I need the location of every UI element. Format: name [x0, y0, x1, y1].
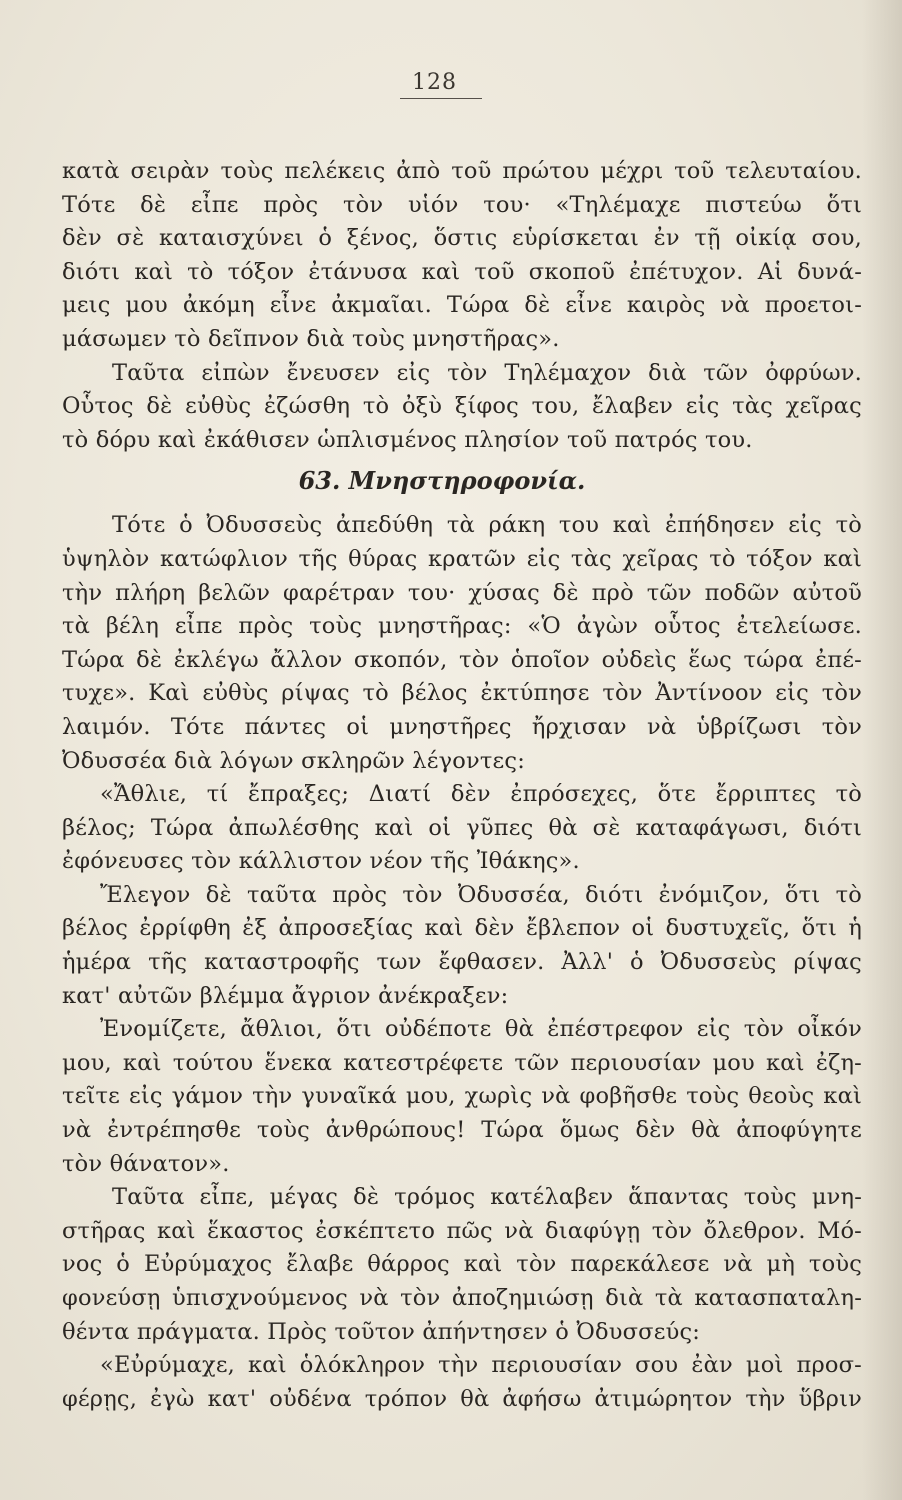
text-line: τεῖτε εἰς γάμον τὴν γυναῖκά μου, χωρὶς νὰ φοβῆσθε τοὺς θεοὺς καὶ [62, 1083, 862, 1110]
text-line: κατὰ σειρὰν τοὺς πελέκεις ἀπὸ τοῦ πρώτου μέχρι τοῦ τελευταίου. [62, 158, 862, 184]
text-line: Τώρα δὲ ἐκλέγω ἄλλον σκοπόν, τὸν ὁποῖον οὐδεὶς ἕως τώρα ἐπέ- [62, 646, 862, 673]
text-line: μου, καὶ τούτου ἕνεκα κατεστρέφετε τῶν περιουσίαν μου καὶ ἐζη- [62, 1049, 862, 1076]
text-line: τὸ δόρυ καὶ ἐκάθισεν ὡπλισμένος πλησίον τοῦ πατρός του. [62, 426, 753, 453]
text-line: «Εὐρύμαχε, καὶ ὁλόκληρον τὴν περιουσίαν σου ἐὰν μοὶ προσ- [100, 1352, 862, 1379]
text-line: ἐφόνευσες τὸν κάλλιστον νέον τῆς Ἰθάκης». [62, 848, 580, 875]
text-line: τὴν πλήρη βελῶν φαρέτραν του· χύσας δὲ πρὸ τῶν ποδῶν αὐτοῦ [62, 579, 862, 606]
text-line: λαιμόν. Τότε πάντες οἱ μνηστῆρες ἤρχισαν νὰ ὑβρίζωσι τὸν [62, 713, 862, 740]
text-line: θέντα πράγματα. Πρὸς τοῦτον ἀπήντησεν ὁ Ὀδυσσεύς: [62, 1318, 701, 1345]
text-line: ὑψηλὸν κατώφλιον τῆς θύρας κρατῶν εἰς τὰς χεῖρας τὸ τόξον καὶ [62, 545, 862, 572]
text-line: φέρῃς, ἐγὼ κατ' οὐδένα τρόπον θὰ ἀφήσω ἀτιμώρητον τὴν ὕβριν [62, 1385, 862, 1412]
text-line: «Ἄθλιε, τί ἔπραξες; Διατί δὲν ἐπρόσεχες, ὅτε ἔρριπτες τὸ [100, 781, 862, 808]
text-line: κατ' αὐτῶν βλέμμα ἄγριον ἀνέκραξεν: [62, 982, 509, 1009]
text-line: βέλος ἐρρίφθη ἐξ ἀπροσεξίας καὶ δὲν ἔβλεπον οἱ δυστυχεῖς, ὅτι ἡ [62, 915, 862, 942]
text-line: Ἔλεγον δὲ ταῦτα πρὸς τὸν Ὀδυσσέα, διότι ἐνόμιζον, ὅτι τὸ [100, 881, 862, 908]
text-line: διότι καὶ τὸ τόξον ἐτάνυσα καὶ τοῦ σκοποῦ ἐπέτυχον. Αἱ δυνά- [62, 258, 862, 285]
text-line: τὸν θάνατον». [62, 1150, 230, 1177]
text-line: Ἐνομίζετε, ἄθλιοι, ὅτι οὐδέποτε θὰ ἐπέστρεφον εἰς τὸν οἶκόν [100, 1016, 862, 1043]
page-number-rule [400, 98, 482, 99]
text-line: φονεύσῃ ὑπισχνούμενος νὰ τὸν ἀποζημιώσῃ διὰ τὰ κατασπαταλη- [62, 1285, 862, 1311]
text-line: Οὗτος δὲ εὐθὺς ἐζώσθη τὸ ὀξὺ ξίφος του, ἔλαβεν εἰς τὰς χεῖρας [62, 393, 862, 420]
text-line: τὰ βέλη εἶπε πρὸς τοὺς μνηστῆρας: «Ὁ ἀγὼν οὗτος ἐτελείωσε. [62, 613, 862, 640]
text-line: μεις μου ἀκόμη εἶνε ἀκμαῖαι. Τώρα δὲ εἶνε καιρὸς νὰ προετοι- [62, 292, 862, 319]
text-line: Τότε δὲ εἶπε πρὸς τὸν υἱόν του· «Τηλέμαχε πιστεύω ὅτι [62, 191, 862, 218]
text-line: νος ὁ Εὐρύμαχος ἔλαβε θάρρος καὶ τὸν παρεκάλεσε νὰ μὴ τοὺς [62, 1251, 862, 1278]
text-line: ἡμέρα τῆς καταστροφῆς των ἔφθασεν. Ἀλλ' ὁ Ὀδυσσεὺς ρίψας [62, 949, 862, 976]
text-line: Ταῦτα εἰπὼν ἔνευσεν εἰς τὸν Τηλέμαχον διὰ τῶν ὀφρύων. [112, 359, 862, 386]
page-number: 128 [412, 70, 457, 95]
text-line: νὰ ἐντρέπησθε τοὺς ἀνθρώπους! Τώρα ὅμως δὲν θὰ ἀποφύγητε [62, 1117, 862, 1144]
text-line: Τότε ὁ Ὀδυσσεὺς ἀπεδύθη τὰ ράκη του καὶ ἐπήδησεν εἰς τὸ [112, 512, 862, 539]
text-line: δὲν σὲ καταισχύνει ὁ ξένος, ὅστις εὑρίσκεται ἐν τῇ οἰκίᾳ σου, [62, 225, 862, 252]
text-line: στῆρας καὶ ἕκαστος ἐσκέπτετο πῶς νὰ διαφύγῃ τὸν ὄλεθρον. Μό- [62, 1217, 862, 1244]
text-line: τυχε». Καὶ εὐθὺς ρίψας τὸ βέλος ἐκτύπησε τὸν Ἀντίνοον εἰς τὸν [62, 680, 862, 707]
text-line: μάσωμεν τὸ δεῖπνον διὰ τοὺς μνηστῆρας». [62, 325, 560, 352]
section-heading: 63. Μνηστηροφονία. [298, 466, 586, 496]
text-line: βέλος; Τώρα ἀπωλέσθης καὶ οἱ γῦπες θὰ σὲ καταφάγωσι, διότι [62, 814, 862, 841]
text-line: Ὀδυσσέα διὰ λόγων σκληρῶν λέγοντες: [62, 747, 525, 774]
body-text [62, 155, 862, 1416]
text-line: Ταῦτα εἶπε, μέγας δὲ τρόμος κατέλαβεν ἅπαντας τοὺς μνη- [112, 1184, 862, 1211]
